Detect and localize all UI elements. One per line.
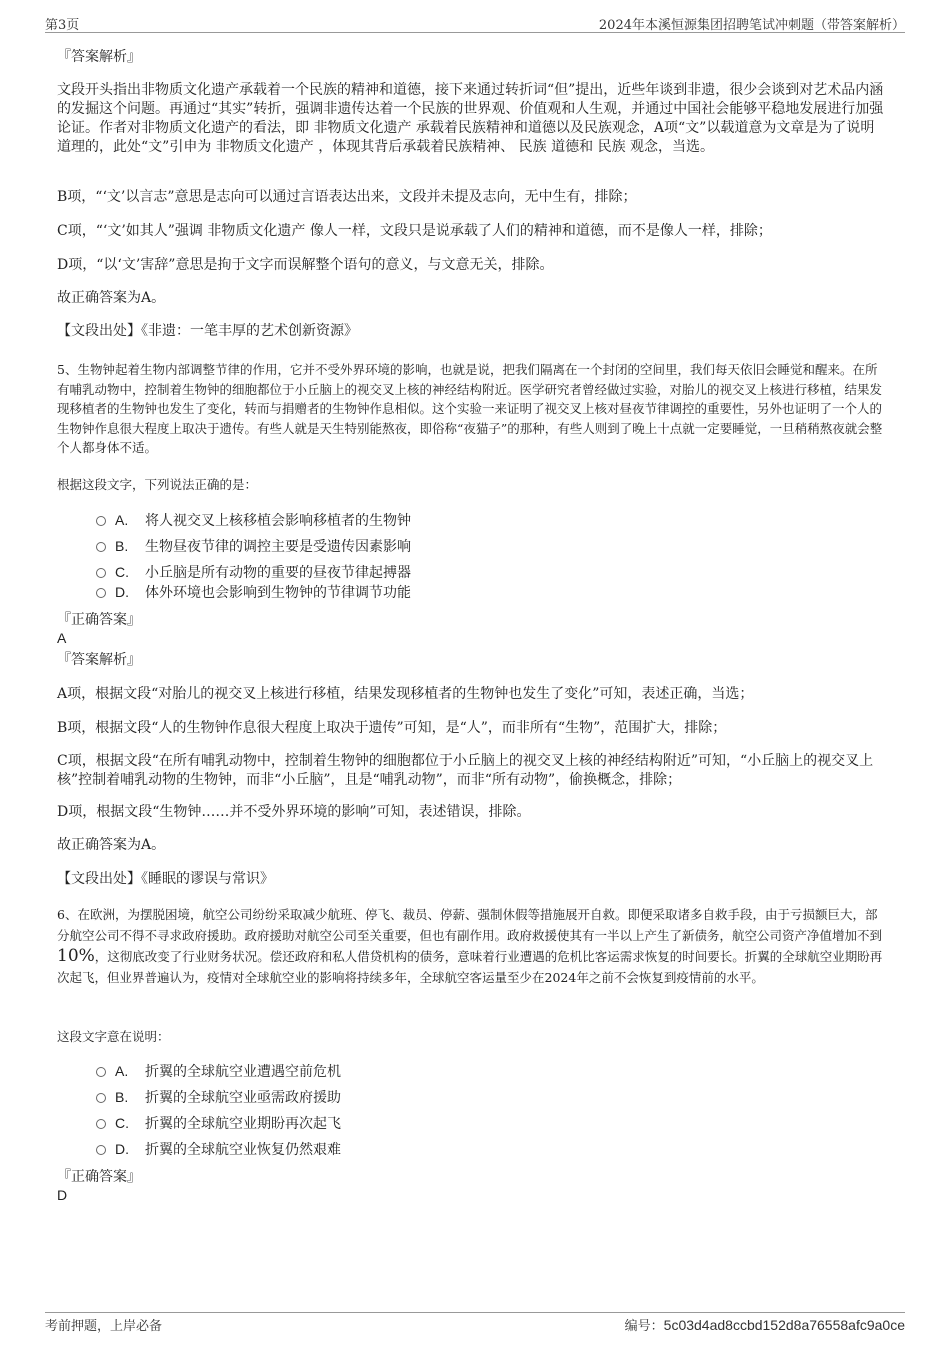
q5-analysis-b: B项，根据文段“人的生物钟作息很大程度上取决于遗传”可知，是“人”，而非所有“生物”，范围扩大，排除； — [57, 720, 727, 736]
q6-option-b[interactable]: B. 折翼的全球航空业亟需政府援助 — [96, 1088, 341, 1108]
q4-analysis-c: C项，“‘文’如其人”强调 非物质文化遗产 像人一样，文段只是说承载了人们的精神和道德，而不是像人一样，排除； — [57, 223, 772, 239]
q6-option-d[interactable]: D. 折翼的全球航空业恢复仍然艰难 — [96, 1140, 341, 1160]
q5-option-a[interactable]: A. 将人视交叉上核移植会影响移植者的生物钟 — [96, 511, 411, 531]
page-number: 第3页 — [45, 18, 80, 33]
page-footer — [45, 1312, 905, 1337]
q5-analysis-a: A项，根据文段“对胎儿的视交叉上核进行移植，结果发现移植者的生物钟也发生了变化”可知，表述正确，当选； — [57, 686, 754, 702]
radio-icon[interactable] — [96, 542, 106, 552]
q5-source: 【文段出处】《睡眠的谬误与常识》 — [57, 871, 274, 887]
radio-icon[interactable] — [96, 568, 106, 578]
radio-icon[interactable] — [96, 588, 106, 598]
q6-option-a[interactable]: A. 折翼的全球航空业遭遇空前危机 — [96, 1062, 341, 1082]
q4-analysis-main: 文段开头指出非物质文化遗产承载着一个民族的精神和道德，接下来通过转折词“但”提出，近些年谈到非遗，很少会谈到对艺术品内涵的发掘这个问题。再通过“其实”转折，强调非遗传达着一个民族的世界观、价值观和人生观，并通过中国社会能够平稳地发展进行加强论证。作者对非物质文化遗产的看法，即 非物质文化遗产 承载着民族精神和道德以及民族观念，A项“文”以载道意为文章是为了说明道理的，此处“文”引申为 非物质文化遗产 ，体现其背后承载着民族精神、 民族 道德和 民族 观念，当选。 — [57, 82, 884, 155]
q6-question: 这段文字意在说明： — [57, 1029, 170, 1044]
q5-option-b[interactable]: B. 生物昼夜节律的调控主要是受遗传因素影响 — [96, 537, 411, 557]
q4-analysis-d: D项，“以‘文’害辞”意思是拘于文字而误解整个语句的意义，与文意无关，排除。 — [57, 257, 554, 273]
document-code: 编号：5c03d4ad8ccbd152d8a76558afc9a0ce — [624, 1317, 905, 1334]
q5-answer: A — [57, 630, 67, 646]
q5-question: 根据这段文字，下列说法正确的是： — [57, 477, 258, 492]
radio-icon[interactable] — [96, 1145, 106, 1155]
q6-option-c[interactable]: C. 折翼的全球航空业期盼再次起飞 — [96, 1114, 341, 1134]
q6-stem: 6、在欧洲，为摆脱困境，航空公司纷纷采取减少航班、停飞、裁员、停薪、强制休假等措施展开自救。即便采取诸多自救手段，由于亏损额巨大，部分航空公司不得不寻求政府援助。政府援助对航空公司至关重要，但也有副作用。政府救援使其有一半以上产生了新债务，航空公司资产净值增加不到10%，这彻底改变了行业财务状况。偿还政府和私人借贷机构的债务，意味着行业遭遇的危机比客运需求恢复的时间要长。折翼的全球航空业期盼再次起飞，但业界普遍认为，疫情对全球航空业的影响将持续多年，全球航空客运量至少在2024年之前不会恢复到疫情前的水平。 — [57, 907, 883, 985]
q5-stem: 5、生物钟起着生物内部调整节律的作用，它并不受外界环境的影响，也就是说，把我们隔离在一个封闭的空间里，我们每天依旧会睡觉和醒来。在所有哺乳动物中，控制着生物钟的细胞都位于小丘脑上的视交叉上核的神经结构附近。医学研究者曾经做过实验，对胎儿的视交叉上核进行移植，结果发现移植者的生物钟也发生了变化，转而与捐赠者的生物钟作息相似。这个实验一来证明了视交叉上核对昼夜节律调控的重要性，另外也证明了一个人的生物钟作息很大程度上取决于遗传。有些人就是天生特别能熬夜，即俗称“夜猫子”的那种，有些人则到了晚上十点就一定要睡觉，一旦稍稍熬夜就会整个人都身体不适。 — [57, 362, 883, 455]
radio-icon[interactable] — [96, 1067, 106, 1077]
q5-analysis-d: D项，根据文段“生物钟……并不受外界环境的影响”可知，表述错误，排除。 — [57, 804, 531, 820]
q5-conclusion: 故正确答案为A。 — [57, 837, 166, 853]
q5-analysis-c: C项，根据文段“在所有哺乳动物中，控制着生物钟的细胞都位于小丘脑上的视交叉上核的神经结构附近”可知，“小丘脑上的视交叉上核”控制着哺乳动物的生物钟，而非“小丘脑”，且是“哺乳动物”，而非“所有动物”，偷换概念，排除； — [57, 753, 874, 788]
q5-option-c[interactable]: C. 小丘脑是所有动物的重要的昼夜节律起搏器 — [96, 563, 411, 583]
q6-answer: D — [57, 1187, 68, 1203]
q6-answer-title: 『正确答案』 — [57, 1169, 141, 1185]
page-header — [45, 12, 905, 33]
q5-answer-title: 『正确答案』 — [57, 612, 141, 628]
radio-icon[interactable] — [96, 1093, 106, 1103]
document-title: 2024年本溪恒源集团招聘笔试冲刺题（带答案解析） — [598, 18, 905, 33]
radio-icon[interactable] — [96, 1119, 106, 1129]
radio-icon[interactable] — [96, 516, 106, 526]
q5-option-d[interactable]: D. 体外环境也会影响到生物钟的节律调节功能 — [96, 583, 411, 603]
footer-slogan: 考前押题，上岸必备 — [45, 1319, 163, 1334]
q4-conclusion: 故正确答案为A。 — [57, 290, 166, 306]
q4-analysis-title: 『答案解析』 — [57, 49, 141, 65]
q4-source: 【文段出处】《非遗：一笔丰厚的艺术创新资源》 — [57, 323, 358, 339]
q5-analysis-title: 『答案解析』 — [57, 652, 141, 668]
q6-percent: 10% — [57, 946, 95, 966]
q4-analysis-b: B项，“‘文’以言志”意思是志向可以通过言语表达出来，文段并未提及志向，无中生有，排除； — [57, 189, 637, 205]
